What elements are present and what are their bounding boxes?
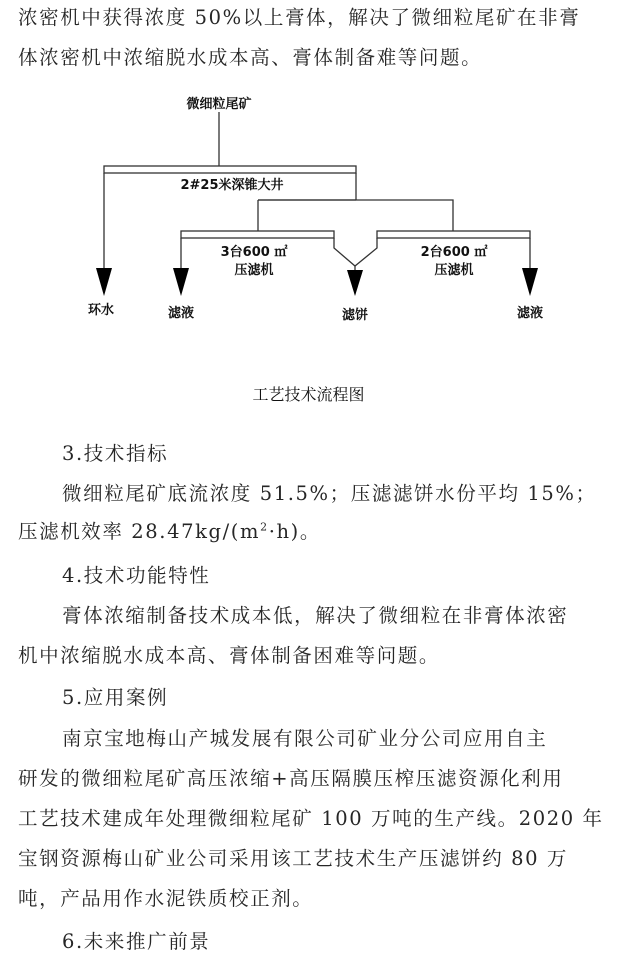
section-5-line-5: 吨，产品用作水泥铁质校正剂。	[18, 887, 314, 910]
arrow-down-icon	[96, 268, 112, 296]
section-3-line-2-pre: 压滤机效率 28.47kg/(m	[18, 520, 261, 543]
press-left-label: 压滤机	[234, 263, 274, 278]
section-3-line-1: 微细粒尾矿底流浓度 51.5%；压滤滤饼水份平均 15%；	[62, 482, 597, 505]
arrow-down-icon	[173, 268, 189, 296]
section-5-line-2: 研发的微细粒尾矿高压浓缩+高压隔膜压榨压滤资源化利用	[18, 767, 564, 790]
section-5-heading: 5.应用案例	[62, 686, 169, 709]
output-recycle-water: 环水	[87, 303, 115, 318]
press-right-label: 压滤机	[434, 263, 474, 278]
section-3-line-2	[18, 518, 321, 546]
section-4-line-1: 膏体浓缩制备技术成本低，解决了微细粒在非膏体浓密	[62, 604, 569, 627]
section-5-line-4: 宝钢资源梅山矿业公司采用该工艺技术生产压滤饼约 80 万	[18, 847, 569, 870]
output-filtrate-left: 滤液	[167, 306, 195, 321]
section-5-line-3: 工艺技术建成年处理微细粒尾矿 100 万吨的生产线。2020 年	[18, 807, 604, 830]
arrow-down-icon	[347, 270, 363, 296]
output-filter-cake: 滤饼	[341, 308, 369, 323]
diagram-caption: 工艺技术流程图	[252, 385, 365, 404]
superscript-2: 2	[260, 520, 269, 534]
intro-line-1: 浓密机中获得浓度 50%以上膏体，解决了微细粒尾矿在非膏	[18, 6, 581, 29]
process-flow-diagram	[0, 90, 617, 330]
section-6-heading: 6.未来推广前景	[62, 930, 211, 953]
section-4-heading: 4.技术功能特性	[62, 564, 211, 587]
thickener-label: 2#25米深锥大井	[180, 178, 284, 193]
section-4-line-2: 机中浓缩脱水成本高、膏体制备困难等问题。	[18, 644, 441, 667]
output-filtrate-right: 滤液	[516, 306, 544, 321]
arrow-down-icon	[522, 268, 538, 296]
section-3-heading: 3.技术指标	[62, 442, 169, 465]
section-3-line-2-post: ·h)。	[268, 520, 321, 543]
intro-line-2: 体浓密机中浓缩脱水成本高、膏体制备难等问题。	[18, 46, 483, 69]
section-5-line-1: 南京宝地梅山产城发展有限公司矿业分公司应用自主	[62, 727, 548, 750]
press-right-count: 2台600 ㎡	[420, 245, 488, 260]
press-left-count: 3台600 ㎡	[220, 245, 288, 260]
feed-label: 微细粒尾矿	[186, 97, 252, 112]
